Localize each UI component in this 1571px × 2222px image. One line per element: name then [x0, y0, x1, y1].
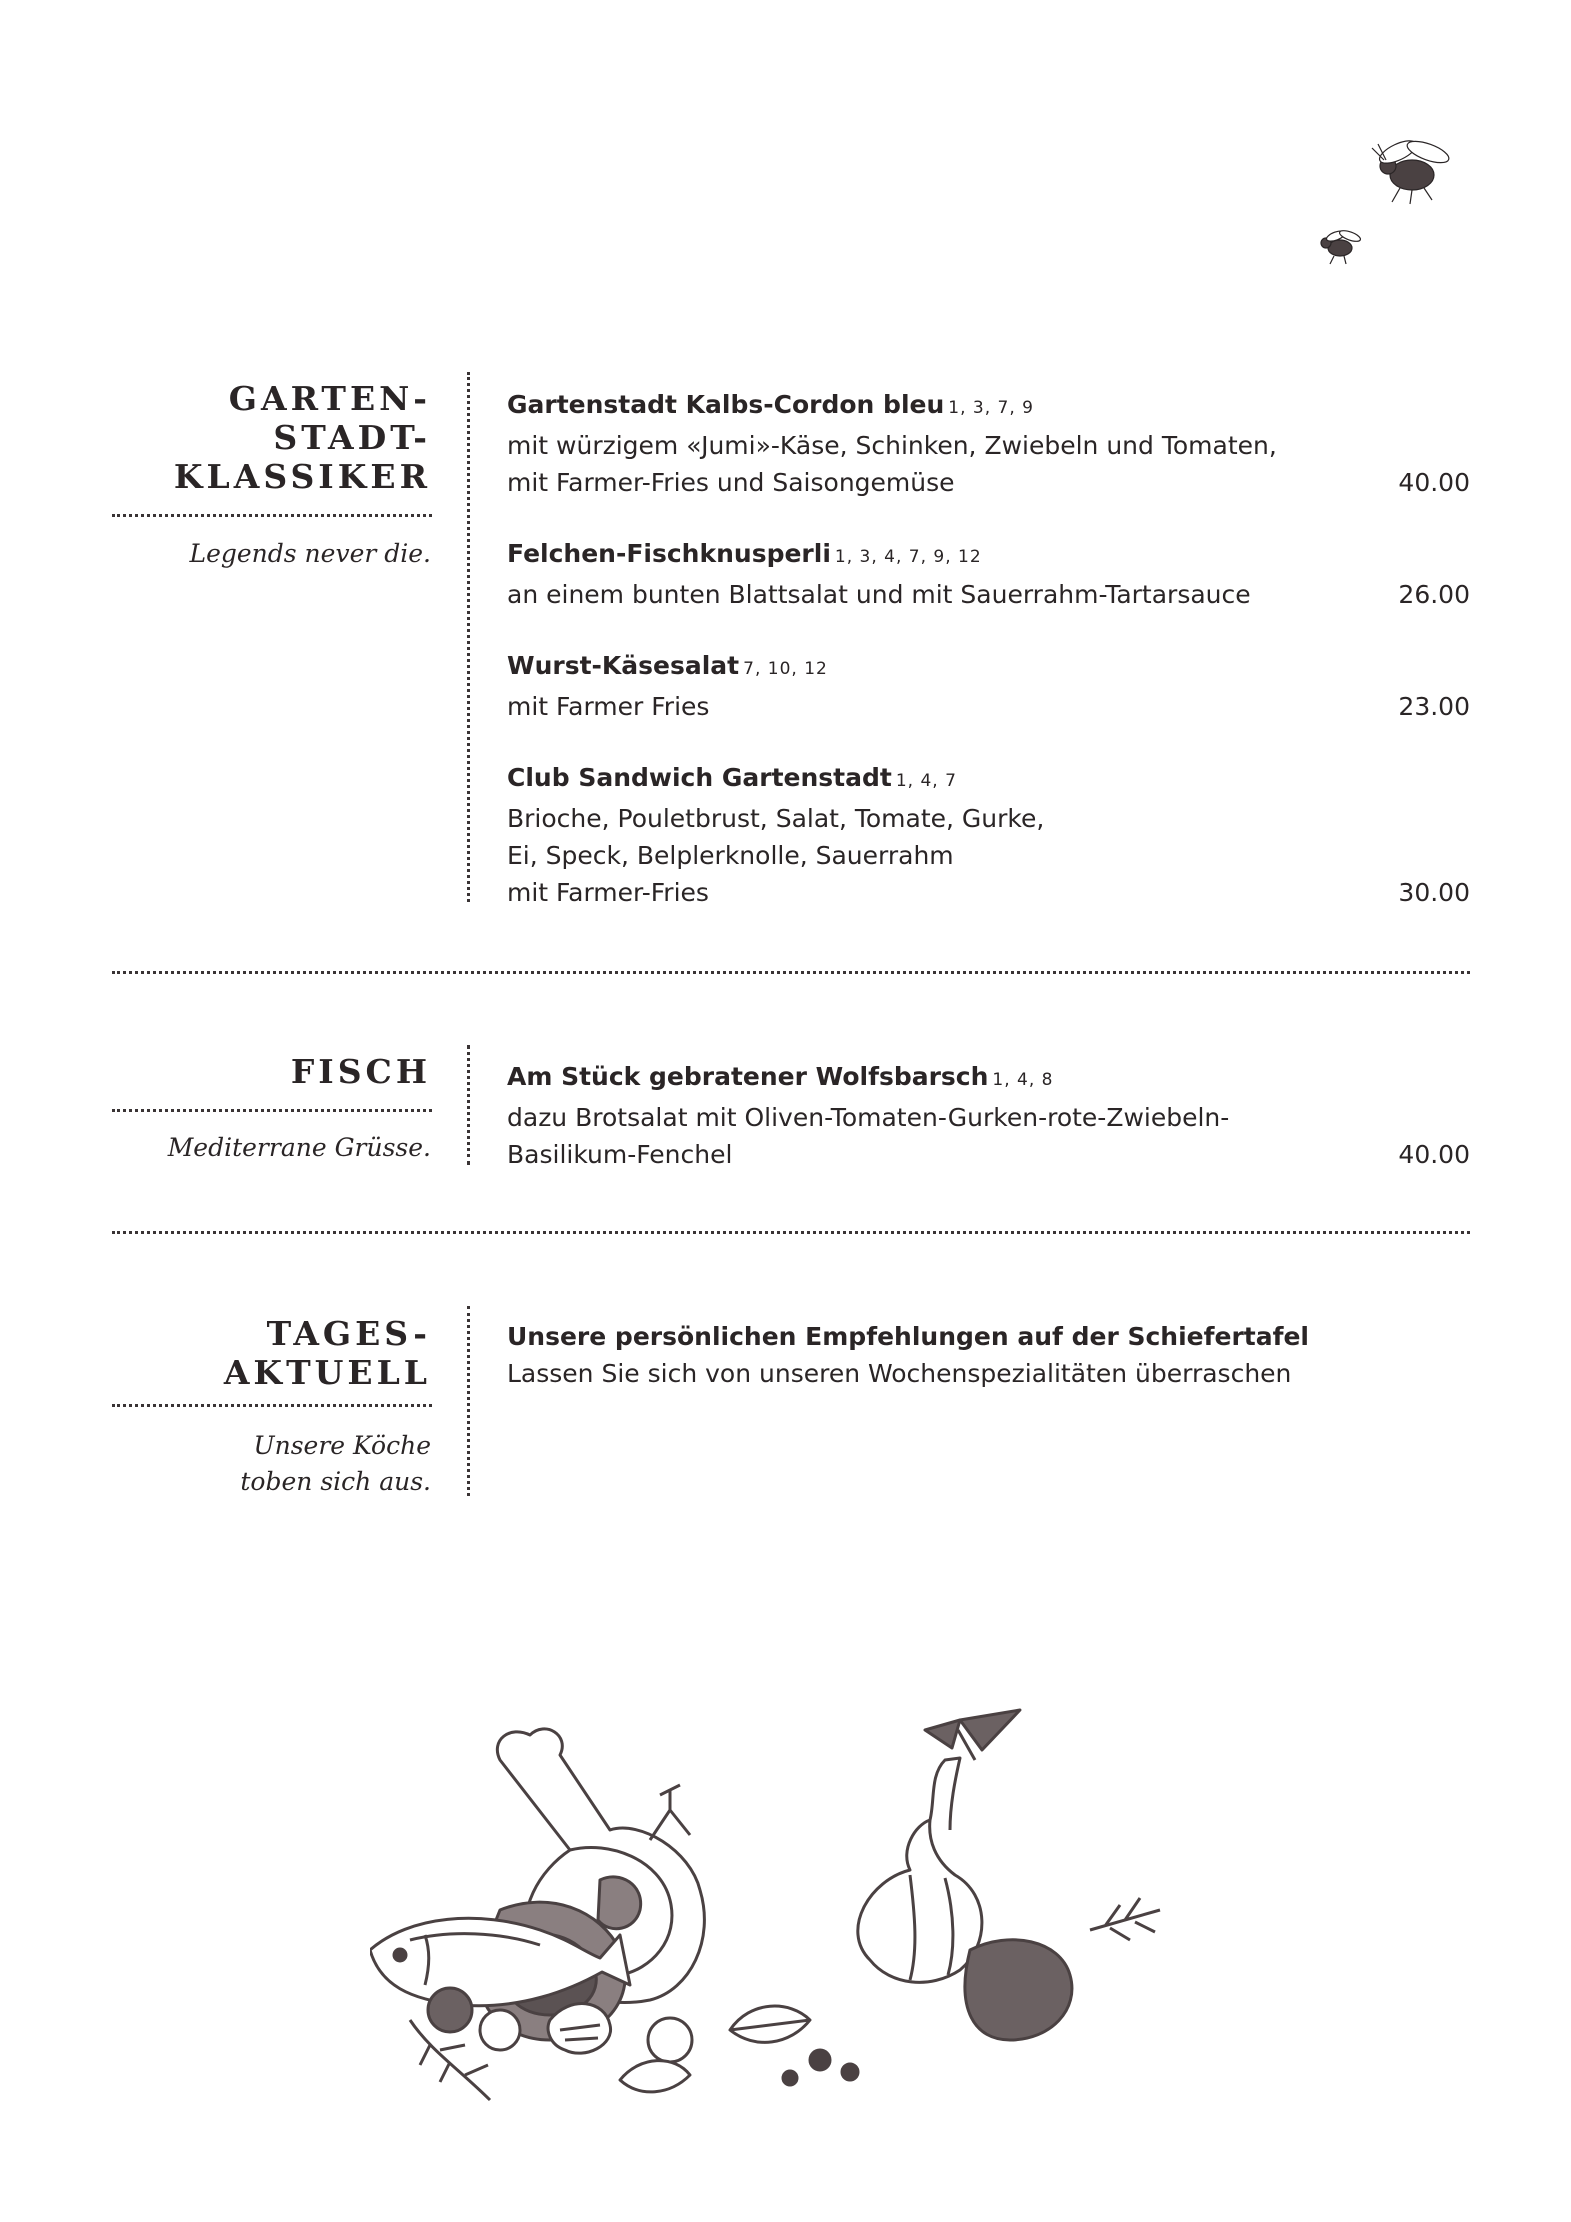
dish-price: 40.00 [1398, 1140, 1470, 1169]
dish-price: 30.00 [1398, 878, 1470, 907]
dish-description: Lassen Sie sich von unseren Wochenspezialitäten überraschen [507, 1359, 1292, 1388]
dish-name: Felchen-Fischknusperli [507, 539, 831, 568]
dish-description: mit Farmer Fries [507, 692, 710, 721]
dish-allergens: 1, 4, 7 [895, 771, 957, 791]
section-divider [112, 971, 1470, 974]
menu-item [507, 1058, 1470, 1173]
section-title-line: FISCH [290, 1052, 431, 1091]
section-subtitle [240, 1428, 431, 1500]
dish-price: 40.00 [1398, 468, 1470, 497]
dish-allergens: 1, 4, 8 [992, 1070, 1054, 1090]
dish-description: mit Farmer-Fries [507, 878, 709, 907]
dish-description: mit würzigem «Jumi»-Käse, Schinken, Zwiebeln und Tomaten, [507, 431, 1277, 460]
dish-price: 23.00 [1398, 692, 1470, 721]
butterfly-drawing [925, 1710, 1020, 1760]
section-subtitle-line: Unsere Köche [253, 1431, 431, 1460]
menu-item [507, 535, 1470, 613]
section-vertical-divider [467, 1045, 470, 1165]
menu-item [507, 759, 1470, 911]
dish-description: mit Farmer-Fries und Saisongemüse [507, 468, 955, 497]
section-title-line: AKTUELL [223, 1353, 431, 1392]
bees-illustration [1300, 130, 1480, 280]
dish-price: 26.00 [1398, 580, 1470, 609]
dish-name: Club Sandwich Gartenstadt [507, 763, 892, 792]
dish-description: Basilikum-Fenchel [507, 1140, 733, 1169]
section-subtitle [168, 1130, 431, 1166]
section-title-line: STADT- [273, 418, 431, 457]
dish-description: Brioche, Pouletbrust, Salat, Tomate, Gurke, [507, 804, 1045, 833]
dish-allergens: 1, 3, 7, 9 [948, 398, 1034, 418]
section-subtitle-line: toben sich aus. [240, 1467, 431, 1496]
dish-name: Am Stück gebratener Wolfsbarsch [507, 1062, 989, 1091]
dish-allergens: 1, 3, 4, 7, 9, 12 [834, 547, 982, 567]
dish-description: Ei, Speck, Belplerknolle, Sauerrahm [507, 841, 954, 870]
menu-item [507, 386, 1470, 501]
section-title-line: GARTEN- [228, 379, 431, 418]
section-title-garten-stadt-klassiker [174, 379, 431, 496]
section-vertical-divider [467, 372, 470, 902]
section-subtitle-line: Mediterrane Grüsse. [167, 1133, 431, 1162]
section-title-line: KLASSIKER [173, 457, 431, 496]
section-title-tages-aktuell [224, 1314, 431, 1392]
section-subtitle [189, 536, 431, 572]
dish-description: dazu Brotsalat mit Oliven-Tomaten-Gurken-rote-Zwiebeln- [507, 1103, 1230, 1132]
section-divider [112, 1231, 1470, 1234]
food-still-life-illustration [370, 1700, 1230, 2140]
dish-allergens: 7, 10, 12 [743, 659, 828, 679]
dish-name: Wurst-Käsesalat [507, 651, 740, 680]
dish-name: Unsere persönlichen Empfehlungen auf der Schiefertafel [507, 1322, 1310, 1351]
dish-name: Gartenstadt Kalbs-Cordon bleu [507, 390, 945, 419]
section-title-fisch [291, 1052, 431, 1091]
dish-description: an einem bunten Blattsalat und mit Sauerrahm-Tartarsauce [507, 580, 1251, 609]
menu-item [507, 1318, 1470, 1392]
section-divider-short [112, 1404, 432, 1407]
section-vertical-divider [467, 1306, 470, 1496]
section-divider-short [112, 514, 432, 517]
section-divider-short [112, 1109, 432, 1112]
section-subtitle-line: Legends never die. [189, 539, 431, 568]
section-title-line: TAGES- [266, 1314, 431, 1353]
menu-item [507, 647, 1470, 725]
